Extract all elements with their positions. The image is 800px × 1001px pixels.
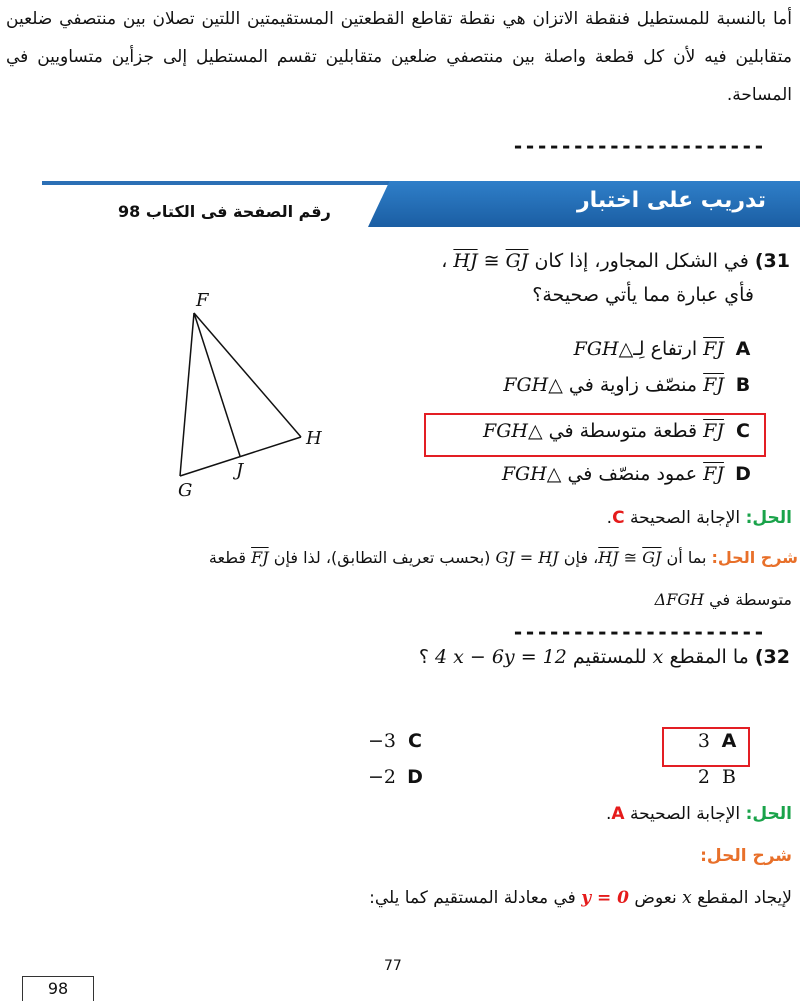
vertex-label-h: H <box>306 428 322 449</box>
q32-option-a: A 3 <box>697 730 737 752</box>
vertex-label-f: F <box>196 290 209 311</box>
q31-option-b: B FJ منصّف زاوية في △FGH <box>503 374 751 396</box>
page-number-box: 98 <box>22 976 94 1001</box>
q32-option-b: B 2 <box>697 766 736 788</box>
q31-option-a: A FJ ارتفاع لِـ△FGH <box>573 338 751 360</box>
separator: --------------------- <box>512 620 765 644</box>
separator: --------------------- <box>512 134 765 158</box>
q31-number: 31) <box>754 250 790 272</box>
q31-line1: 31) في الشكل المجاور، إذا كان HJ ≅ GJ ، <box>441 250 790 272</box>
page-number: 77 <box>384 958 402 974</box>
vertex-label-g: G <box>178 480 193 501</box>
banner-title: تدريب على اختبار <box>576 188 766 213</box>
q32-explanation-label: شرح الحل: <box>700 846 792 866</box>
vertex-label-j: J <box>236 460 244 481</box>
q32-option-c: C −3 <box>367 730 422 752</box>
intro-paragraph: أما بالنسبة للمستطيل فنقطة الاتزان هي نقطة تقاطع القطعتين المستقيمتين اللتين تصلان بين منتصفي ضلعين متقابلين فيه لأن كل قطعة واصلة بين منتصفي ضلعين متقابلين تقسم المستطيل إلى جزأين متساويين في المساحة. <box>6 9 792 105</box>
page-reference: رقم الصفحة فى الكتاب 98 <box>118 202 331 221</box>
triangle-figure <box>170 300 340 500</box>
q31-line2: فأي عبارة مما يأتي صحيحة؟ <box>532 284 754 306</box>
q32-option-d: D −2 <box>367 766 423 788</box>
q31-solution: الحل: الإجابة الصحيحة C. <box>606 508 792 528</box>
q32-method: لإيجاد المقطع x نعوض y = 0 في معادلة المستقيم كما يلي: <box>369 888 792 908</box>
q31-option-c: C FJ قطعة متوسطة في △FGH <box>483 420 750 442</box>
q31-explanation-line2: متوسطة في ΔFGH <box>654 590 792 609</box>
q32-solution: الحل: الإجابة الصحيحة A. <box>605 804 792 824</box>
q31-option-d: D FJ عمود منصّف في △FGH <box>501 463 751 485</box>
q32-question: 32) ما المقطع x للمستقيم 4 x − 6y = 12 ؟ <box>418 646 790 668</box>
q31-explanation: شرح الحل: بما أن HJ ≅ GJ، فإن GJ = HJ (بحسب تعريف التطابق)، لذا فإن FJ قطعة <box>208 548 798 567</box>
